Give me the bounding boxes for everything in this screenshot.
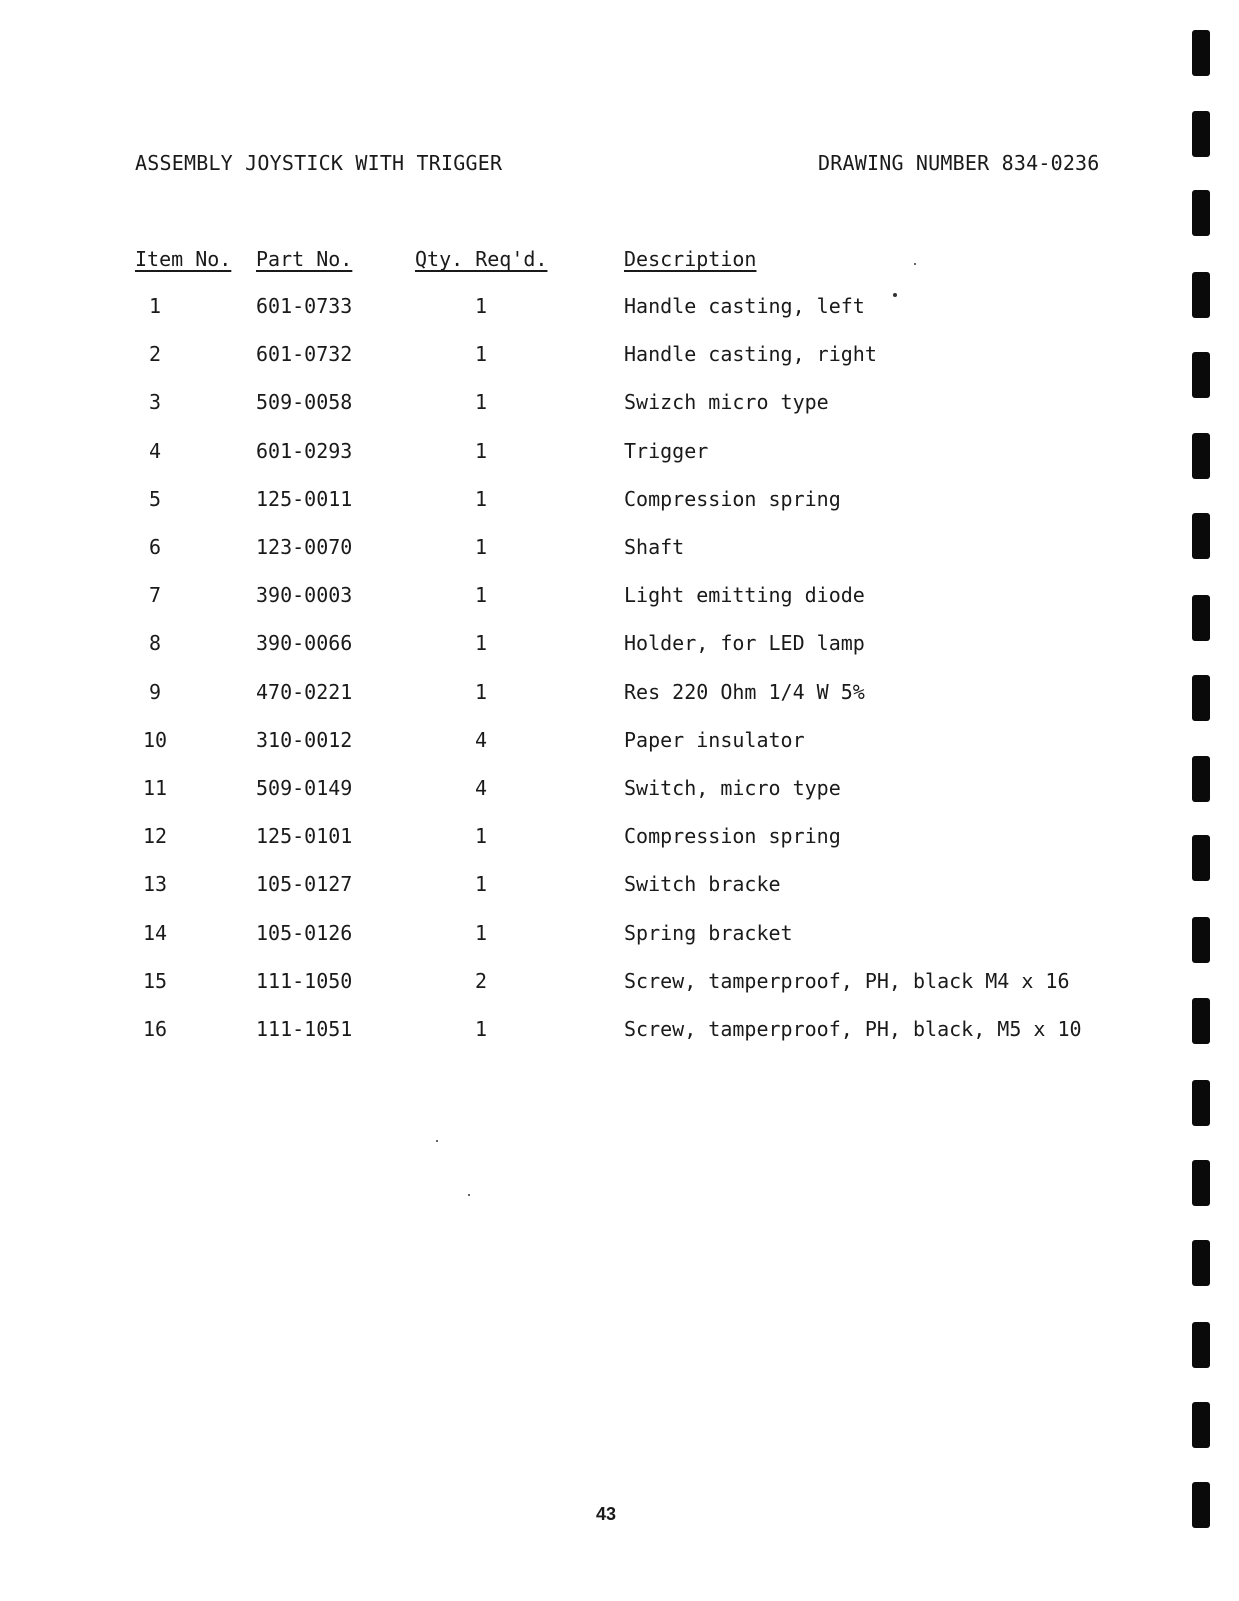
description: Swizch micro type xyxy=(624,390,829,415)
description: Res 220 Ohm 1/4 W 5% xyxy=(624,679,865,704)
item-number: 3 xyxy=(148,390,162,415)
binding-mark xyxy=(1192,917,1210,963)
table-row xyxy=(0,776,1239,806)
binding-mark xyxy=(1192,272,1210,318)
table-row xyxy=(0,969,1239,999)
description: Holder, for LED lamp xyxy=(624,631,865,656)
table-row xyxy=(0,535,1239,565)
binding-mark xyxy=(1192,433,1210,479)
description: Handle casting, right xyxy=(624,342,877,367)
part-number: 601-0733 xyxy=(256,294,353,318)
item-number: 2 xyxy=(148,342,162,367)
part-number: 123-0070 xyxy=(256,535,353,559)
quantity: 1 xyxy=(474,824,488,849)
table-row xyxy=(0,583,1239,613)
quantity: 1 xyxy=(474,342,488,367)
binding-mark xyxy=(1192,756,1210,802)
page-number: 43 xyxy=(595,1504,617,1524)
quantity: 1 xyxy=(474,679,488,704)
assembly-title: ASSEMBLY JOYSTICK WITH TRIGGER xyxy=(135,151,503,175)
item-number: 10 xyxy=(142,727,168,752)
part-number: 310-0012 xyxy=(256,727,353,752)
part-number: 125-0101 xyxy=(256,824,353,849)
part-number: 470-0221 xyxy=(256,679,353,704)
description: Shaft xyxy=(624,535,685,559)
description: Screw, tamperproof, PH, black, M5 x 10 xyxy=(624,1017,1082,1041)
binding-mark xyxy=(1192,1322,1210,1368)
quantity: 1 xyxy=(474,390,488,415)
table-row xyxy=(0,921,1239,951)
quantity: 1 xyxy=(474,438,488,463)
scan-speck xyxy=(468,1194,470,1196)
item-number: 1 xyxy=(148,294,162,318)
part-number: 390-0066 xyxy=(256,631,353,656)
quantity: 1 xyxy=(474,1017,488,1041)
table-row xyxy=(0,487,1239,517)
item-number: 9 xyxy=(148,679,162,704)
quantity: 4 xyxy=(474,776,488,800)
binding-mark xyxy=(1192,1080,1210,1126)
binding-mark xyxy=(1192,675,1210,721)
description: Compression spring xyxy=(624,824,841,849)
binding-mark xyxy=(1192,111,1210,157)
binding-mark xyxy=(1192,1402,1210,1448)
part-number: 125-0011 xyxy=(256,486,353,511)
table-row xyxy=(0,439,1239,469)
description: Light emitting diode xyxy=(624,583,865,608)
description: Switch bracke xyxy=(624,872,781,897)
part-number: 509-0058 xyxy=(256,390,353,415)
quantity: 1 xyxy=(474,920,488,945)
description: Handle casting, left xyxy=(624,294,865,318)
table-row xyxy=(0,342,1239,372)
quantity: 1 xyxy=(474,583,488,608)
table-row xyxy=(0,631,1239,661)
part-number: 111-1050 xyxy=(256,968,353,993)
quantity: 1 xyxy=(474,294,488,318)
item-number: 8 xyxy=(148,631,162,656)
item-number: 14 xyxy=(142,920,168,945)
binding-mark xyxy=(1192,30,1210,76)
part-number: 105-0126 xyxy=(256,920,353,945)
binding-mark xyxy=(1192,1482,1210,1528)
part-number: 390-0003 xyxy=(256,583,353,608)
scan-speck xyxy=(436,1140,438,1142)
binding-mark xyxy=(1192,1240,1210,1286)
description: Switch, micro type xyxy=(624,776,841,800)
binding-mark xyxy=(1192,998,1210,1044)
quantity: 1 xyxy=(474,872,488,897)
table-row xyxy=(0,294,1239,324)
table-row xyxy=(0,872,1239,902)
description: Trigger xyxy=(624,438,709,463)
scan-speck xyxy=(914,263,916,265)
part-number: 601-0293 xyxy=(256,438,353,463)
quantity: 4 xyxy=(474,727,488,752)
part-number: 105-0127 xyxy=(256,872,353,897)
column-header-item-no: Item No. xyxy=(135,247,232,271)
quantity: 1 xyxy=(474,535,488,559)
quantity: 2 xyxy=(474,968,488,993)
binding-mark xyxy=(1192,1160,1210,1206)
binding-mark xyxy=(1192,595,1210,641)
column-header-description: Description xyxy=(624,247,757,271)
column-header-qty: Qty. Req'd. xyxy=(415,247,548,271)
item-number: 5 xyxy=(148,486,162,511)
description: Screw, tamperproof, PH, black M4 x 16 xyxy=(624,968,1070,993)
part-number: 509-0149 xyxy=(256,776,353,800)
item-number: 15 xyxy=(142,968,168,993)
item-number: 4 xyxy=(148,438,162,463)
description: Paper insulator xyxy=(624,727,805,752)
table-row xyxy=(0,728,1239,758)
column-header-part-no: Part No. xyxy=(256,247,353,271)
binding-mark xyxy=(1192,190,1210,236)
table-row xyxy=(0,680,1239,710)
item-number: 13 xyxy=(142,872,168,897)
item-number: 7 xyxy=(148,583,162,608)
binding-mark xyxy=(1192,513,1210,559)
item-number: 6 xyxy=(148,535,162,559)
quantity: 1 xyxy=(474,631,488,656)
scan-speck xyxy=(893,293,897,297)
table-row xyxy=(0,390,1239,420)
part-number: 601-0732 xyxy=(256,342,353,367)
drawing-number: DRAWING NUMBER 834-0236 xyxy=(818,151,1100,175)
table-row xyxy=(0,1017,1239,1047)
item-number: 16 xyxy=(142,1017,168,1041)
binding-mark xyxy=(1192,352,1210,398)
quantity: 1 xyxy=(474,486,488,511)
part-number: 111-1051 xyxy=(256,1017,353,1041)
item-number: 12 xyxy=(142,824,168,849)
table-row xyxy=(0,824,1239,854)
binding-mark xyxy=(1192,835,1210,881)
description: Compression spring xyxy=(624,486,841,511)
description: Spring bracket xyxy=(624,920,793,945)
item-number: 11 xyxy=(142,776,168,800)
